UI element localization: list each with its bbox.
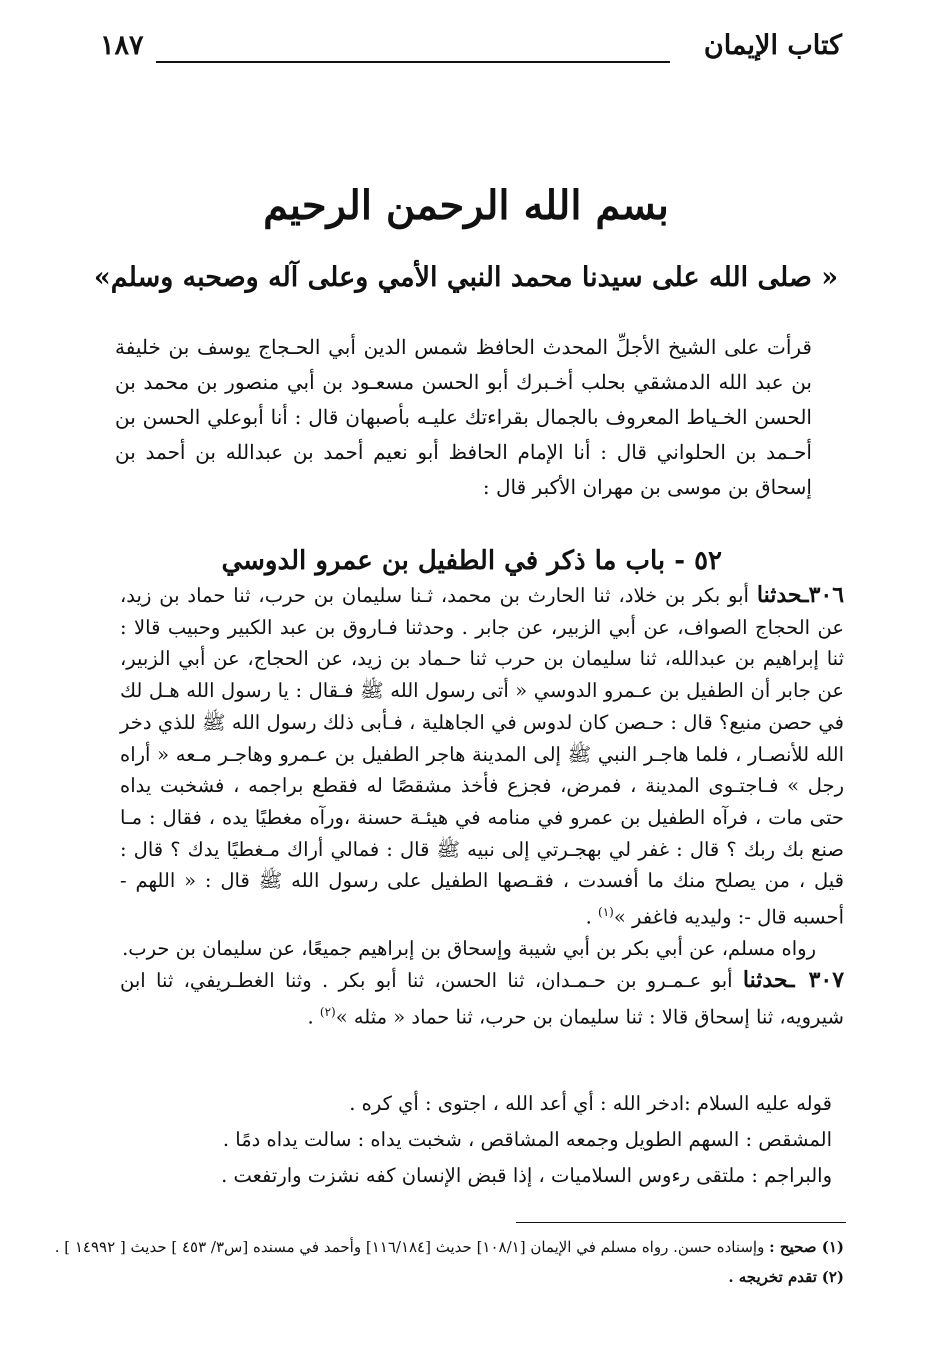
footnote-ref: (٢) xyxy=(319,1004,336,1019)
gloss-line: والبراجم : ملتقى رءوس السلاميات ، إذا قبض الإنسان كفه نشزت وارتفعت . xyxy=(221,1164,832,1187)
footnote-marker: (٢) xyxy=(821,1268,844,1286)
hadith-number: ٣٠٧ xyxy=(808,966,845,993)
salawat-heading: « صلى الله على سيدنا محمد النبي الأمي وعلى آله وصحبه وسلم» xyxy=(93,262,839,293)
hadith-text: أبو عـمـرو بن حـمـدان، ثنا الحسن، ثنا أبو بكر . وثنا الغطـريفي، ثنا ابن شيرويه، ثنا إسحاق قالا : ثنا سليمان بن حرب، ثنا حماد « مثله » xyxy=(120,968,844,1029)
footnote-ref: (١) xyxy=(598,905,614,920)
running-header xyxy=(100,28,842,80)
footnote-text: تقدم تخريجه . xyxy=(728,1268,817,1286)
hadith-306 xyxy=(120,580,844,933)
footnote-text: وإسناده حسن. رواه مسلم في الإيمان [١٠٨/١] حديث [١١٦/١٨٤] وأحمد في مسنده [س٣/ ٤٥٣ ] حديث [ ١٤٩٩٢ ] . xyxy=(54,1238,765,1256)
footnotes xyxy=(54,1232,844,1292)
hadith-307 xyxy=(120,965,844,1033)
main-text xyxy=(120,580,844,1033)
footnote-marker: (١) صحيح : xyxy=(769,1238,844,1256)
book-title: كتاب الإيمان xyxy=(703,30,842,61)
isnad-paragraph xyxy=(115,330,812,505)
page-number: ١٨٧ xyxy=(100,30,144,61)
footnote-separator xyxy=(516,1222,846,1223)
hadith-end: . xyxy=(585,905,598,929)
header-rule xyxy=(156,61,670,63)
glossary xyxy=(200,1086,832,1194)
isnad-text: قرأت على الشيخ الأجلِّ المحدث الحافظ شمس الدين أبي الحـجاج يوسف بن خليفة بن عبد الله الدمشقي بحلب أخـبرك أبو الحسن مسعـود بن أبي منصور بن محمد بن الحسن الخـياط المعروف بالجمال بقراءتك عليـه بأصبهان قال : أنا أبوعلي الحسن بن أحـمد بن الحلواني قال : أنا الإمام الحافظ أبو نعيم أحمد بن عبدالله بن أحمد بن إسحاق بن موسى بن مهران الأكبر قال : xyxy=(115,335,812,499)
hadith-end: . xyxy=(307,1005,320,1029)
basmala-heading: بسم الله الرحمن الرحيم xyxy=(263,182,669,229)
footnote-1 xyxy=(54,1232,844,1262)
haddathana-label: ـحدثنا xyxy=(742,966,795,993)
footnote-2 xyxy=(110,1262,844,1292)
chapter-heading: ٥٢ - باب ما ذكر في الطفيل بن عمرو الدوسي xyxy=(221,546,722,576)
hadith-number: ٣٠٦ xyxy=(808,582,845,608)
haddathana-label: ـحدثنا xyxy=(756,582,809,608)
gloss-line: المشقص : السهم الطويل وجمعه المشاقص ، شخبت يداه : سالت يداه دمًا . xyxy=(222,1128,832,1151)
takhrij-line: رواه مسلم، عن أبي بكر بن أبي شيبة وإسحاق بن إبراهيم جميعًا، عن سليمان بن حرب. xyxy=(122,937,816,961)
gloss-line: قوله عليه السلام :ادخر الله : أي أعد الله ، اجتوى : أي كره . xyxy=(349,1092,832,1115)
hadith-text: أبو بكر بن خلاد، ثنا الحارث بن محمد، ثـنا سليمان بن حرب، ثنا حماد بن زيد، عن الحجاج الصواف، عن أبي الزبير، عن جابر . وحدثنا فـاروق بن عبد الكبير وحبيب قالا : ثنا إبراهيم بن عبدالله، ثنا سليمان بن حرب ثنا حـماد بن زيد، عن الحجاج، عن أبي الزبير، عن جابر أن الطفيل بن عـمرو الدوسي « أتى رسول الله ﷺ فـقال : يا رسول الله هـل لك في حصن منيع؟ قال : حـصن كان لدوس في الجاهلية ، فـأبى ذلك رسول الله ﷺ للذي دخر الله للأنصـار ، فلما هاجـر النبي ﷺ إلى المدينة هاجر الطفيل بن عـمرو وهاجـر مـعه « أراه رجل » فـاجتـوى المدينة ، فمرض، فجزع فأخذ مشقصًا له فقطع براجمه ، فشخبت يداه حتى مات ، فرآه الطفيل بن عمرو في منامه في هيئـة حسنة ،ورآه مغطيًا يده ، فقال : مـا صنع بك ربك ؟ قال : غفر لي بهجـرتي إلى نبيه ﷺ قال : فمالي أراك مـغطيًا يدك ؟ قال : قيل ، من يصلح منك ما أفسدت ، فقـصها الطفيل على رسول الله ﷺ قال : « اللهم - أحسبه قال -: وليديه فاغفر » xyxy=(120,584,844,929)
